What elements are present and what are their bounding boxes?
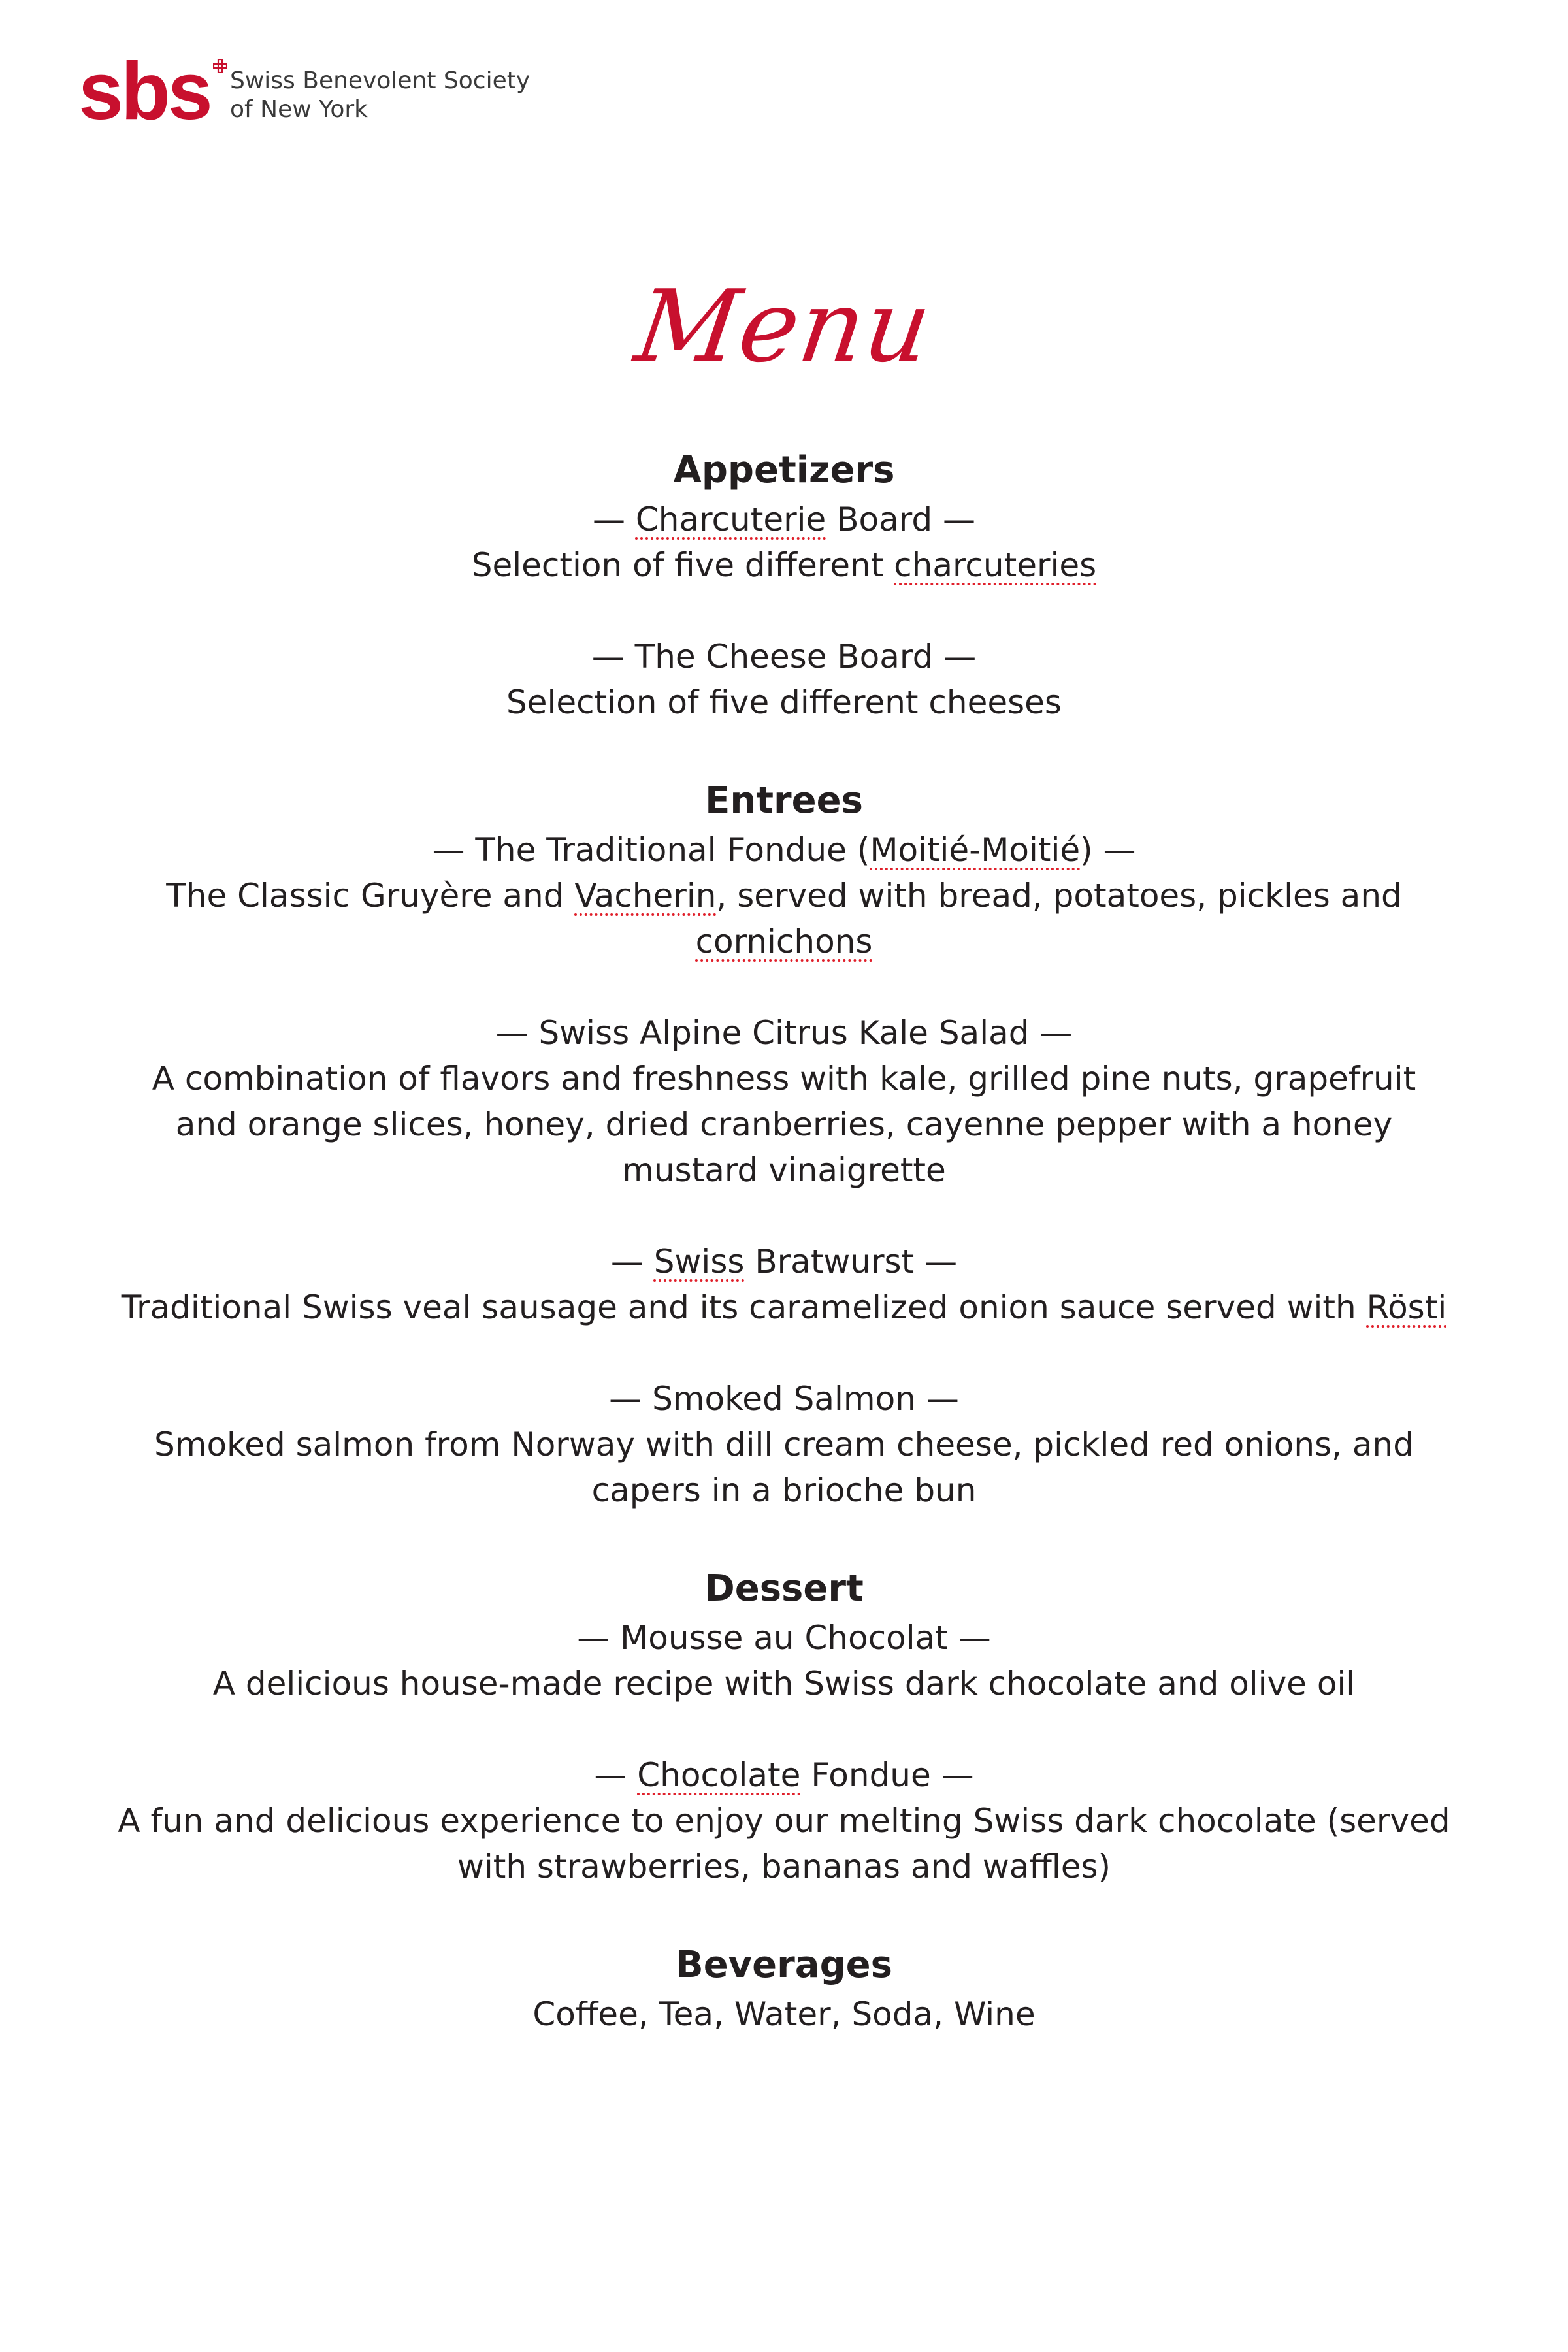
item-name: — Charcuterie Board — bbox=[592, 500, 976, 538]
item-name: — Swiss Alpine Citrus Kale Salad — bbox=[495, 1014, 1073, 1052]
section-beverages bbox=[118, 1939, 1450, 2037]
menu-item bbox=[118, 1376, 1450, 1513]
menu-item bbox=[118, 1991, 1450, 2037]
item-description: Coffee, Tea, Water, Soda, Wine bbox=[532, 1995, 1036, 2033]
logo-mark: sbs bbox=[78, 46, 210, 137]
section-appetizers bbox=[118, 444, 1450, 725]
menu-item bbox=[118, 497, 1450, 588]
item-name: — Smoked Salmon — bbox=[609, 1380, 959, 1418]
section-dessert bbox=[118, 1563, 1450, 1889]
spellcheck-flagged-word: Swiss bbox=[653, 1243, 745, 1281]
item-description: The Classic Gruyère and Vacherin, served with bread, potatoes, pickles and cornichons bbox=[166, 877, 1402, 960]
swiss-cross-icon bbox=[213, 59, 227, 73]
spellcheck-flagged-word: Chocolate bbox=[637, 1756, 801, 1794]
spellcheck-flagged-word: charcuteries bbox=[894, 546, 1097, 584]
item-description: Selection of five different charcuteries bbox=[471, 546, 1097, 584]
menu-item bbox=[118, 1010, 1450, 1193]
logo-line-1: Swiss Benevolent Society bbox=[230, 67, 531, 94]
logo-text bbox=[230, 67, 530, 124]
spellcheck-flagged-word: Vacherin bbox=[574, 877, 717, 915]
menu-item bbox=[118, 1239, 1450, 1330]
item-description: A delicious house-made recipe with Swiss dark chocolate and olive oil bbox=[212, 1665, 1356, 1703]
item-description: A combination of flavors and freshness with kale, grilled pine nuts, grapefruit and orange slices, honey, dried cranberries, cayenne pepper with a honey mustard vinaigrette bbox=[152, 1060, 1416, 1189]
menu-title: Menu bbox=[629, 269, 939, 384]
section-title: Entrees bbox=[705, 779, 863, 822]
section-title: Appetizers bbox=[673, 449, 895, 491]
spellcheck-flagged-word: Rösti bbox=[1366, 1288, 1447, 1326]
item-name: — Chocolate Fondue — bbox=[594, 1756, 974, 1794]
menu-item bbox=[118, 1752, 1450, 1889]
spellcheck-flagged-word: cornichons bbox=[695, 923, 873, 960]
item-description: A fun and delicious experience to enjoy our melting Swiss dark chocolate (served with strawberries, bananas and waffles) bbox=[118, 1802, 1450, 1886]
item-name: — The Cheese Board — bbox=[591, 638, 977, 676]
menu-item bbox=[118, 1615, 1450, 1707]
item-name: — Mousse au Chocolat — bbox=[577, 1619, 991, 1657]
menu-body bbox=[118, 444, 1450, 2037]
spellcheck-flagged-word: Charcuterie bbox=[635, 500, 826, 538]
section-title: Dessert bbox=[704, 1567, 864, 1610]
logo-line-2: of New York bbox=[230, 96, 368, 123]
menu-item bbox=[118, 634, 1450, 725]
item-description: Selection of five different cheeses bbox=[506, 683, 1062, 721]
section-entrees bbox=[118, 775, 1450, 1513]
item-name: — Swiss Bratwurst — bbox=[610, 1243, 958, 1281]
menu-item bbox=[118, 827, 1450, 964]
item-name: — The Traditional Fondue (Moitié-Moitié) — bbox=[432, 831, 1136, 869]
section-title: Beverages bbox=[676, 1944, 892, 1986]
item-description: Traditional Swiss veal sausage and its caramelized onion sauce served with Rösti bbox=[121, 1288, 1447, 1326]
spellcheck-flagged-word: Moitié-Moitié bbox=[870, 831, 1081, 869]
item-description: Smoked salmon from Norway with dill cream cheese, pickled red onions, and capers in a brioche bun bbox=[154, 1426, 1414, 1509]
